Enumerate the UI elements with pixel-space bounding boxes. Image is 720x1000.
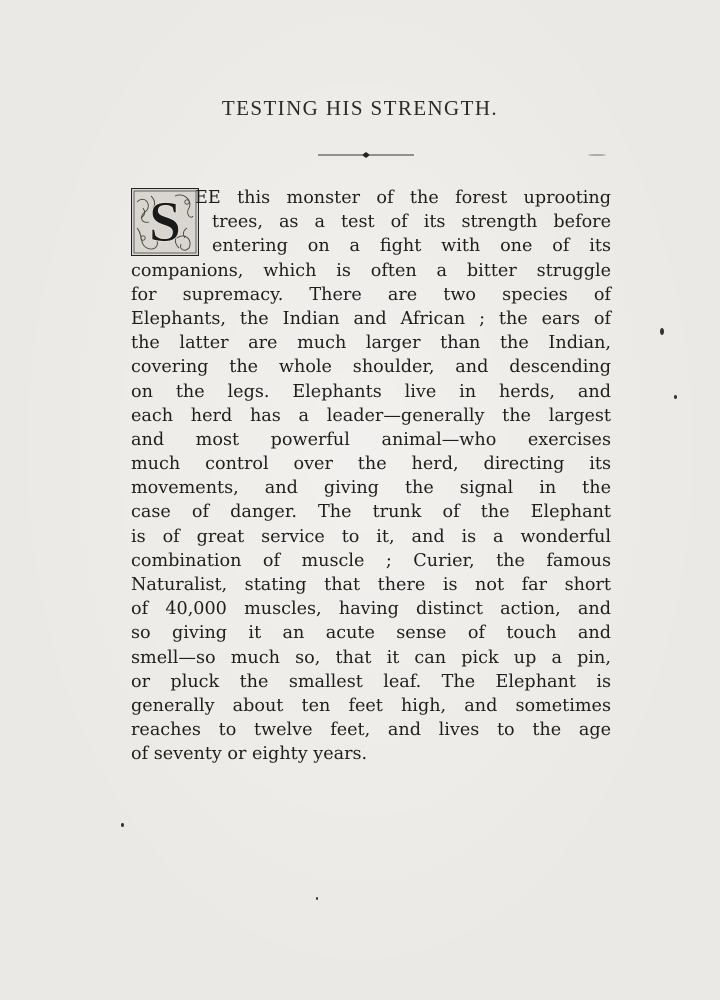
dropcap-letter: S: [148, 189, 182, 254]
text-line: and most powerful animal—who exercises: [131, 429, 611, 450]
text-line: each herd has a leader—generally the largest: [131, 405, 611, 426]
text-line: case of danger. The trunk of the Elephant: [131, 502, 611, 523]
text-line: generally about ten feet high, and sometimes: [131, 695, 611, 716]
body-paragraph: [131, 186, 611, 767]
text-line: covering the whole shoulder, and descending: [131, 357, 611, 378]
text-line: Elephants, the Indian and African ; the ears of: [131, 308, 611, 329]
text-line: the latter are much larger than the Indian,: [131, 333, 611, 354]
scan-speck: [316, 897, 318, 900]
text-line: of 40,000 muscles, having distinct action, and: [131, 599, 611, 620]
text-line: trees, as a test of its strength before: [212, 212, 611, 233]
text-line: is of great service to it, and is a wonderful: [131, 526, 611, 547]
text-line: entering on a fight with one of its: [212, 236, 611, 257]
text-line: companions, which is often a bitter struggle: [131, 260, 611, 281]
page-title: TESTING HIS STRENGTH.: [221, 96, 499, 120]
scan-speck: [674, 395, 677, 399]
text-line: combination of muscle ; Curier, the famous: [131, 550, 611, 571]
text-line: much control over the herd, directing its: [131, 454, 611, 475]
text-line: so giving it an acute sense of touch and: [131, 623, 611, 644]
text-line: EE this monster of the forest uprooting: [195, 188, 611, 208]
text-line: reaches to twelve feet, and lives to the age: [131, 720, 611, 741]
text-line: on the legs. Elephants live in herds, and: [131, 381, 611, 402]
scan-speck: [588, 154, 606, 156]
text-line: for supremacy. There are two species of: [131, 284, 611, 305]
scan-speck: [660, 328, 664, 335]
text-line: smell—so much so, that it can pick up a pin,: [131, 647, 611, 668]
scan-speck: [121, 823, 124, 827]
ornament-divider: [318, 148, 414, 162]
text-line: movements, and giving the signal in the: [131, 478, 611, 499]
text-line: or pluck the smallest leaf. The Elephant is: [131, 671, 611, 692]
text-line: Naturalist, stating that there is not far short: [131, 575, 611, 595]
text-line: of seventy or eighty years.: [131, 744, 368, 765]
